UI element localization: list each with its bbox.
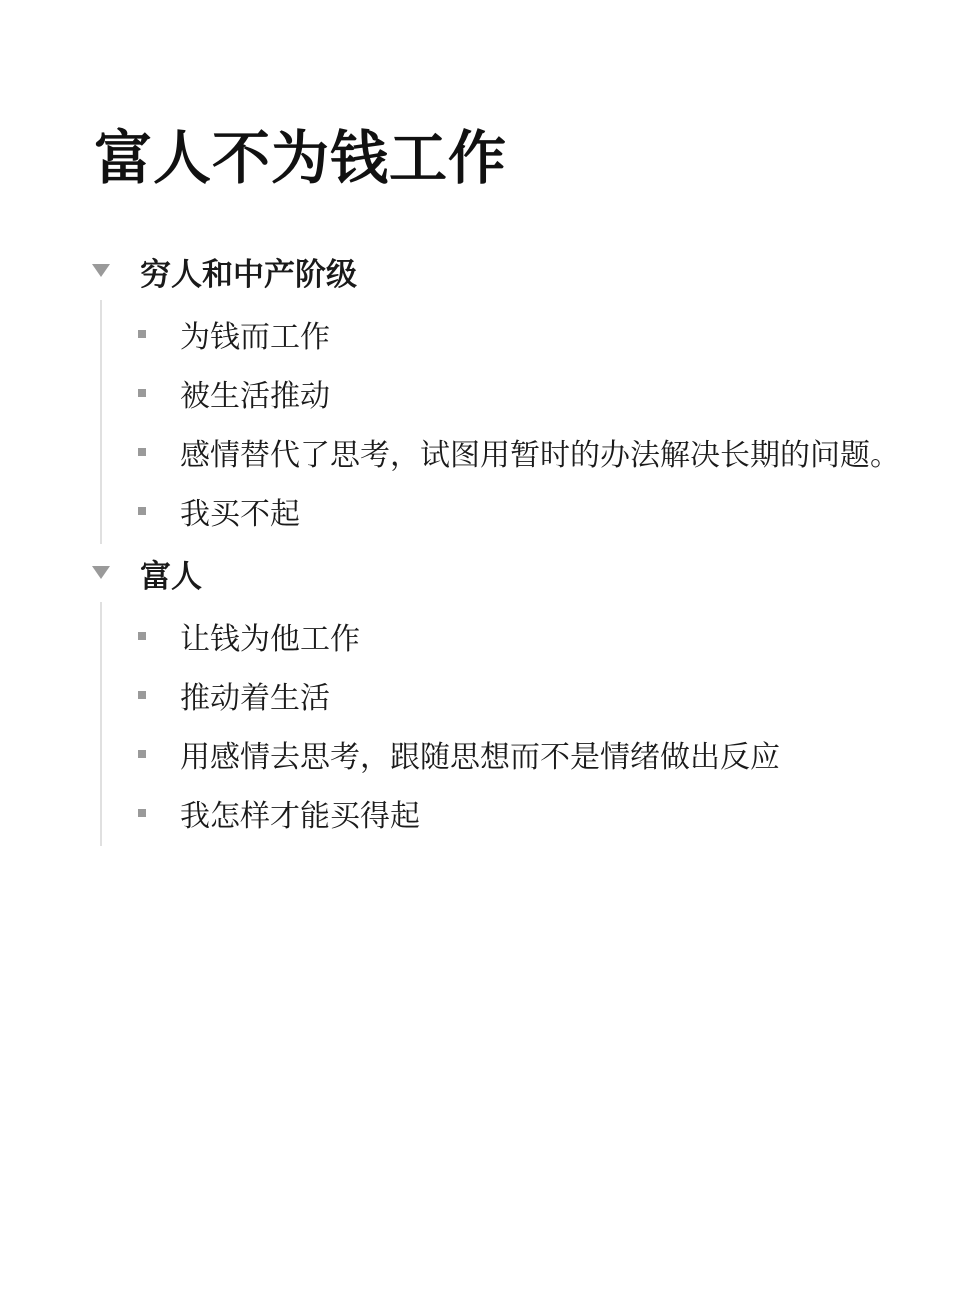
square-bullet-icon <box>138 448 146 456</box>
section-title[interactable]: 穷人和中产阶级 <box>140 256 357 293</box>
outline-tree <box>90 242 960 846</box>
list-item-text[interactable]: 我怎样才能买得起 <box>180 798 420 834</box>
square-bullet-icon <box>138 632 146 640</box>
square-bullet-icon <box>138 809 146 817</box>
list-item[interactable] <box>102 665 960 724</box>
square-bullet-icon <box>138 750 146 758</box>
square-bullet-icon <box>138 691 146 699</box>
square-bullet-icon <box>138 389 146 397</box>
list-item-text[interactable]: 用感情去思考，跟随思想而不是情绪做出反应 <box>180 739 780 775</box>
section-children <box>100 300 960 544</box>
section-title[interactable]: 富人 <box>140 558 202 595</box>
section-children <box>100 602 960 846</box>
list-item[interactable] <box>102 606 960 665</box>
triangle-down-icon[interactable] <box>90 260 112 282</box>
list-item-text[interactable]: 感情替代了思考，试图用暂时的办法解决长期的问题。 <box>180 437 900 473</box>
outline-section-poor-middle <box>90 242 960 544</box>
list-item[interactable] <box>102 422 960 481</box>
page-title: 富人不为钱工作 <box>94 124 508 192</box>
list-item-text[interactable]: 推动着生活 <box>180 680 330 716</box>
outline-section-rich <box>90 544 960 846</box>
list-item-text[interactable]: 我买不起 <box>180 496 300 532</box>
list-item[interactable] <box>102 724 960 783</box>
section-header[interactable] <box>90 544 960 602</box>
triangle-down-icon[interactable] <box>90 562 112 584</box>
list-item[interactable] <box>102 304 960 363</box>
section-header[interactable] <box>90 242 960 300</box>
square-bullet-icon <box>138 507 146 515</box>
square-bullet-icon <box>138 330 146 338</box>
list-item[interactable] <box>102 481 960 540</box>
list-item-text[interactable]: 被生活推动 <box>180 378 330 414</box>
list-item[interactable] <box>102 783 960 842</box>
list-item[interactable] <box>102 363 960 422</box>
list-item-text[interactable]: 为钱而工作 <box>180 319 330 355</box>
list-item-text[interactable]: 让钱为他工作 <box>180 621 360 657</box>
